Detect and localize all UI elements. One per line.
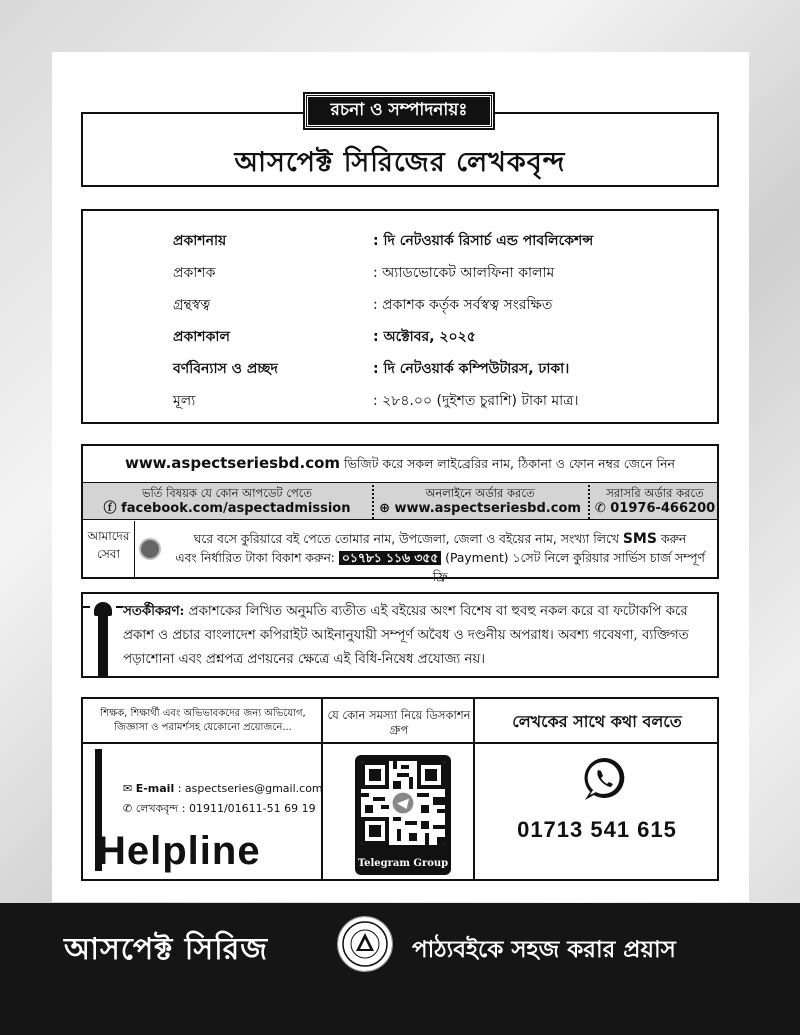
warning-bar	[98, 614, 108, 678]
phone-icon: ✆	[594, 501, 606, 516]
email-icon: ✉	[123, 782, 133, 795]
courier-service-text	[167, 530, 713, 587]
qr-caption: Telegram Group	[357, 858, 449, 869]
helpline-title: Helpline	[97, 829, 261, 873]
info-row	[83, 319, 717, 349]
direct-order-caption: সরাসরি অর্ডার করতে	[606, 486, 704, 500]
helpline-heading: শিক্ষক, শিক্ষার্থী এবং অভিভাবকদের জন্য অভিযোগ, জিজ্ঞাসা ও পরামর্শসহ যেকোনো প্রয়োজনে...	[100, 708, 306, 733]
service-line2-end: (Payment) ১সেট নিলে কুরিয়ার সার্ভিস চার্জ সম্পূর্ণ ফ্রি	[432, 551, 705, 584]
alarm-ray	[116, 606, 123, 608]
info-value: : দি নেটওয়ার্ক রিসার্চ এন্ড পাবলিকেশন্স	[373, 233, 594, 249]
info-row	[83, 255, 717, 285]
alarm-ray	[83, 606, 90, 608]
facebook-link[interactable]: facebook.com/aspectadmission	[121, 501, 351, 516]
publisher-seal-logo	[338, 917, 392, 971]
info-key: মূল্য	[173, 393, 196, 409]
telegram-qr-code[interactable]	[355, 755, 451, 875]
courier-icon	[139, 538, 161, 560]
series-name: আসপেক্ট সিরিজ	[64, 932, 269, 967]
qr-code-icon	[361, 761, 445, 845]
service-line1: ঘরে বসে কুরিয়ারে বই পেতে তোমার নাম, উপজেলা, জেলা ও বইয়ের নাম, সংখ্যা লিখে	[193, 532, 623, 546]
info-key: প্রকাশকাল	[173, 329, 230, 345]
info-value: : দি নেটওয়ার্ক কম্পিউটারস, ঢাকা।	[373, 361, 570, 377]
online-order-cell[interactable]	[377, 486, 583, 516]
book-imprint-page	[52, 52, 749, 902]
globe-icon: ⊕	[379, 501, 390, 516]
writers-phone[interactable]: : 01911/01611-51 69 19	[181, 802, 316, 815]
website-url[interactable]: www.aspectseriesbd.com	[124, 454, 341, 472]
online-order-caption: অনলাইনে অর্ডার করতে	[425, 486, 535, 500]
info-value: : অক্টোবর, ২০২৫	[373, 329, 476, 345]
info-row	[83, 287, 717, 317]
contact-details	[123, 779, 323, 819]
whatsapp-icon[interactable]	[581, 755, 629, 803]
whatsapp-number[interactable]: 01713 541 615	[517, 817, 677, 842]
page-title: আসপেক্ট সিরিজের লেখকবৃন্দ	[234, 147, 566, 178]
info-key: বর্ণবিন্যাস ও প্রচ্ছদ	[173, 361, 278, 377]
email-address[interactable]: : aspectseries@gmail.com	[177, 782, 323, 795]
website-line	[83, 454, 717, 476]
order-info-box	[81, 444, 719, 584]
info-row	[83, 351, 717, 381]
sms-keyword: SMS	[622, 531, 657, 547]
writers-label: লেখকবৃন্দ	[135, 802, 179, 815]
online-order-link[interactable]: www.aspectseriesbd.com	[394, 501, 581, 516]
info-key: গ্রন্থস্বত্ব	[173, 297, 211, 313]
divider	[83, 742, 717, 744]
info-key: প্রকাশনায়	[173, 233, 227, 249]
service-label: আমাদের সেবা	[83, 521, 135, 577]
discussion-group-heading: যে কোন সমস্যা নিয়ে ডিসকাশন গ্রুপ	[327, 708, 471, 737]
series-slogan: পাঠ্যবইকে সহজ করার প্রয়াস	[412, 937, 676, 963]
talk-to-writer-heading: লেখকের সাথে কথা বলতে	[512, 712, 682, 731]
copyright-warning	[81, 592, 719, 678]
info-value: : প্রকাশক কর্তৃক সর্বস্বত্ব সংরক্ষিত	[373, 297, 553, 313]
phone-icon: ✆	[123, 802, 133, 815]
warning-text	[123, 600, 707, 672]
facebook-icon: ⓕ	[103, 501, 117, 516]
publication-info-table	[81, 209, 719, 424]
facebook-cell-caption: ভর্তি বিষয়ক যে কোন আপডেট পেতে	[141, 486, 313, 500]
bkash-number[interactable]: ০১৭৮১ ১১৬ ৩৫৫	[339, 551, 441, 565]
facebook-cell[interactable]	[87, 486, 367, 516]
info-row	[83, 383, 717, 413]
info-value: : অ্যাডভোকেট আলফিনা কালাম	[373, 265, 555, 281]
footer-banner	[0, 903, 800, 1035]
warning-label: সতর্কীকরণ:	[123, 604, 185, 619]
service-line1-end: করুন	[656, 532, 687, 546]
divider	[588, 485, 590, 519]
divider	[473, 699, 475, 879]
warning-body: প্রকাশকের লিখিত অনুমতি ব্যতীত এই বইয়ের অংশ বিশেষ বা হুবহু নকল করে বা ফটোকপি করে প্রকাশ ও প্রচার বাংলাদেশ কপিরাইট আইনানুযায়ী সম্পূর্ণ অবৈধ ও দণ্ডনীয় অপরাধ। অবশ্য গবেষণা, ব্যক্তিগত পড়াশোনা এবং প্রশ্নপত্র প্রণয়নের ক্ষেত্রে এই বিধি-নিষেধ প্রযোজ্য নয়।	[123, 604, 689, 667]
website-note: ভিজিট করে সকল লাইব্রেরির নাম, ঠিকানা ও ফোন নম্বর জেনে নিন	[344, 456, 676, 471]
service-line2: এবং নির্ধারিত টাকা বিকাশ করুন:	[175, 551, 339, 565]
direct-order-cell[interactable]	[593, 486, 717, 516]
divider	[372, 485, 374, 519]
info-row	[83, 223, 717, 253]
order-channels-strip	[83, 482, 717, 520]
info-value: : ২৮৪.০০ (দুইশত চুরাশি) টাকা মাত্র।	[373, 393, 579, 409]
email-label: E-mail	[135, 782, 175, 795]
direct-order-phone[interactable]: 01976-466200	[610, 501, 716, 516]
info-key: প্রকাশক	[173, 265, 216, 281]
helpline-box	[81, 697, 719, 881]
title-tag: রচনা ও সম্পাদনায়ঃ	[305, 94, 493, 128]
